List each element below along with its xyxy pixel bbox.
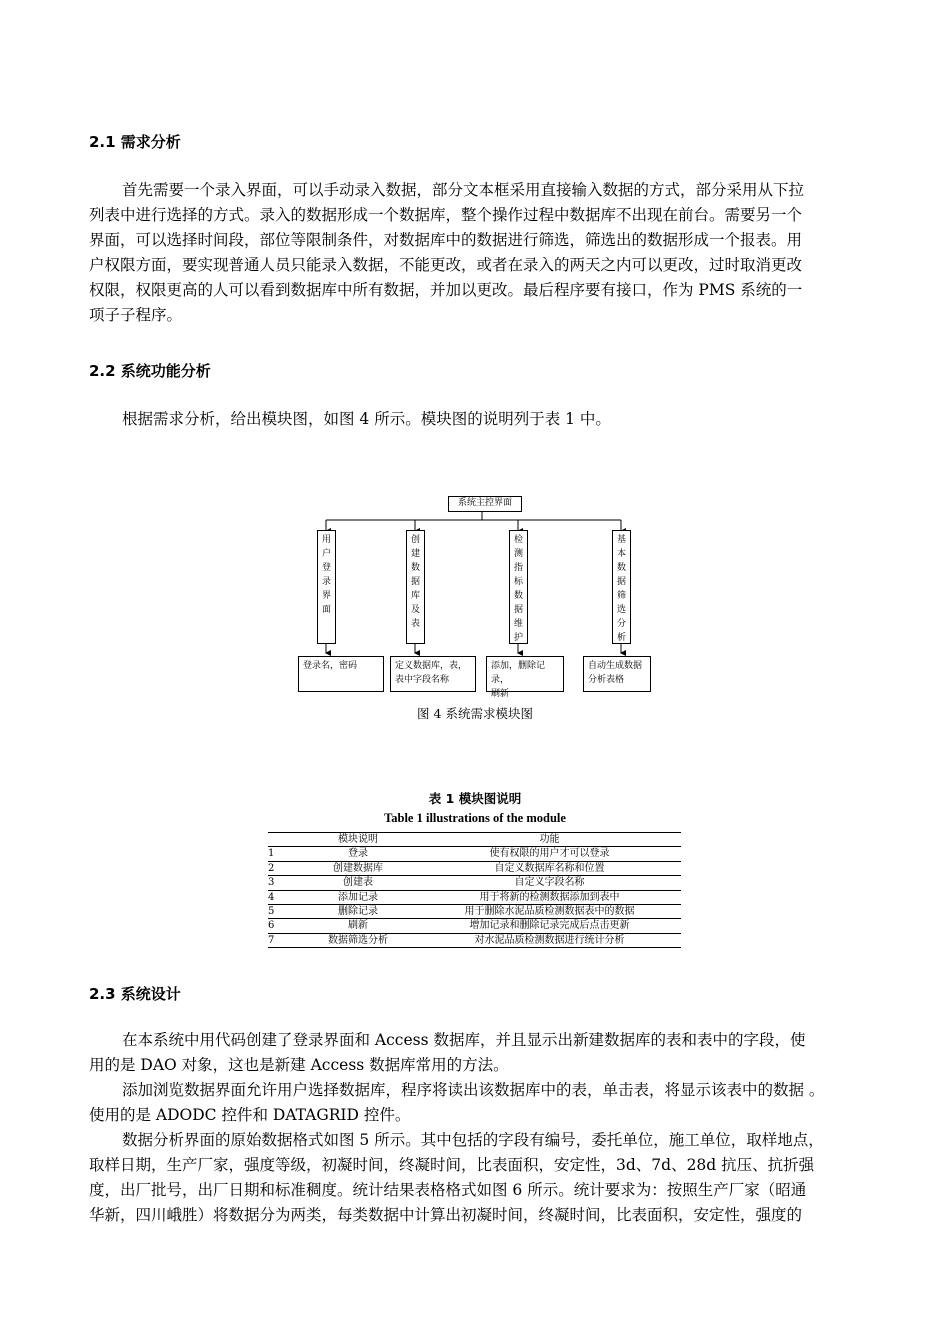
text-line: 在本系统中用代码创建了登录界面和 Access 数据库，并且显示出新建数据库的表和表中的字段，使 xyxy=(122,1031,806,1049)
section-heading-2-2: 2.2 系统功能分析 xyxy=(89,362,211,380)
table-row xyxy=(268,861,681,875)
text-line: 列表中进行选择的方式。录入的数据形成一个数据库，整个操作过程中数据库不出现在前台。需要另一个 xyxy=(89,206,803,224)
cell-name: 登录 xyxy=(298,847,418,861)
module-label: 创建数据库及表 xyxy=(410,535,420,629)
leaf-node: 定义数据库，表， 表中字段名称 xyxy=(390,656,476,692)
cell-name: 创建表 xyxy=(298,876,418,890)
text-line: 数据分析界面的原始数据格式如图 5 所示。其中包括的字段有编号，委托单位，施工单位，取样地点， xyxy=(122,1131,824,1149)
text-line: 界面，可以选择时间段，部位等限制条件，对数据库中的数据进行筛选，筛选出的数据形成一个报表。用 xyxy=(89,231,803,249)
cell-function: 使有权限的用户才可以登录 xyxy=(418,847,681,861)
leaf-node: 自动生成数据 分析表格 xyxy=(583,656,651,692)
paragraph-function-analysis: 根据需求分析，给出模块图，如图 4 所示。模块图的说明列于表 1 中。 xyxy=(122,410,611,428)
module-node xyxy=(406,530,425,644)
module-table xyxy=(268,832,681,948)
paragraph-requirements xyxy=(89,178,861,328)
table-header-row xyxy=(268,833,681,847)
table-caption-cn: 表 1 模块图说明 xyxy=(428,791,522,806)
paragraph-design-1 xyxy=(89,1028,861,1078)
leaf-node: 登录名，密码 xyxy=(298,656,384,692)
cell-no: 5 xyxy=(268,905,298,919)
table-caption-en: Table 1 illustrations of the module xyxy=(384,811,566,825)
cell-name: 数据筛选分析 xyxy=(298,933,418,947)
text-line: 度，出厂批号，出厂日期和标准稠度。统计结果表格格式如图 6 所示。统计要求为：按照生产厂家（昭通 xyxy=(89,1181,807,1199)
module-label: 检测指标数据维护 xyxy=(513,535,523,643)
module-node xyxy=(509,530,528,644)
header-no xyxy=(268,833,298,847)
module-node xyxy=(317,530,336,644)
cell-no: 2 xyxy=(268,861,298,875)
table-row xyxy=(268,919,681,933)
text-line: 户权限方面，要实现普通人员只能录入数据，不能更改，或者在录入的两天之内可以更改，过时取消更改 xyxy=(89,256,803,274)
cell-function: 增加记录和删除记录完成后点击更新 xyxy=(418,919,681,933)
paragraph-design-3 xyxy=(89,1128,861,1228)
table-row xyxy=(268,890,681,904)
cell-no: 6 xyxy=(268,919,298,933)
text-line: 使用的是 ADODC 控件和 DATAGRID 控件。 xyxy=(89,1106,411,1124)
cell-no: 1 xyxy=(268,847,298,861)
text-line: 用的是 DAO 对象，这也是新建 Access 数据库常用的方法。 xyxy=(89,1056,509,1074)
text-line: 项子子程序。 xyxy=(89,306,183,324)
section-heading-2-1: 2.1 需求分析 xyxy=(89,133,181,151)
leaf-node: 添加，删除记录， 刷新 xyxy=(486,656,564,692)
section-heading-2-3: 2.3 系统设计 xyxy=(89,985,181,1003)
cell-function: 用于删除水泥品质检测数据表中的数据 xyxy=(418,905,681,919)
cell-no: 7 xyxy=(268,933,298,947)
header-name: 模块说明 xyxy=(298,833,418,847)
header-function: 功能 xyxy=(418,833,681,847)
cell-name: 添加记录 xyxy=(298,890,418,904)
table-row xyxy=(268,933,681,947)
cell-function: 自定义字段名称 xyxy=(418,876,681,890)
text-line: 华新，四川峨胜）将数据分为两类，每类数据中计算出初凝时间，终凝时间，比表面积，安定性，强度的 xyxy=(89,1206,803,1224)
cell-name: 刷新 xyxy=(298,919,418,933)
cell-name: 删除记录 xyxy=(298,905,418,919)
cell-no: 3 xyxy=(268,876,298,890)
module-label: 用户登录界面 xyxy=(321,535,331,615)
table-row xyxy=(268,905,681,919)
text-line: 首先需要一个录入界面，可以手动录入数据，部分文本框采用直接输入数据的方式，部分采用从下拉 xyxy=(122,181,805,199)
cell-no: 4 xyxy=(268,890,298,904)
cell-function: 自定义数据库名称和位置 xyxy=(418,861,681,875)
paragraph-design-2 xyxy=(89,1078,861,1128)
figure-caption: 图 4 系统需求模块图 xyxy=(417,706,533,721)
module-label: 基本数据筛选分析 xyxy=(616,535,626,643)
cell-function: 用于将新的检测数据添加到表中 xyxy=(418,890,681,904)
cell-function: 对水泥品质检测数据进行统计分析 xyxy=(418,933,681,947)
root-node: 系统主控界面 xyxy=(448,496,522,512)
text-line: 权限，权限更高的人可以看到数据库中所有数据，并加以更改。最后程序要有接口，作为 PMS 系统的一 xyxy=(89,281,803,299)
module-node xyxy=(612,530,631,644)
text-line: 取样日期，生产厂家，强度等级，初凝时间，终凝时间，比表面积，安定性，3d、7d、28d 抗压、抗折强 xyxy=(89,1156,815,1174)
table-row xyxy=(268,876,681,890)
cell-name: 创建数据库 xyxy=(298,861,418,875)
text-line: 添加浏览数据界面允许用户选择数据库，程序将读出该数据库中的表，单击表，将显示该表中的数据 。 xyxy=(122,1081,825,1099)
table-row xyxy=(268,847,681,861)
